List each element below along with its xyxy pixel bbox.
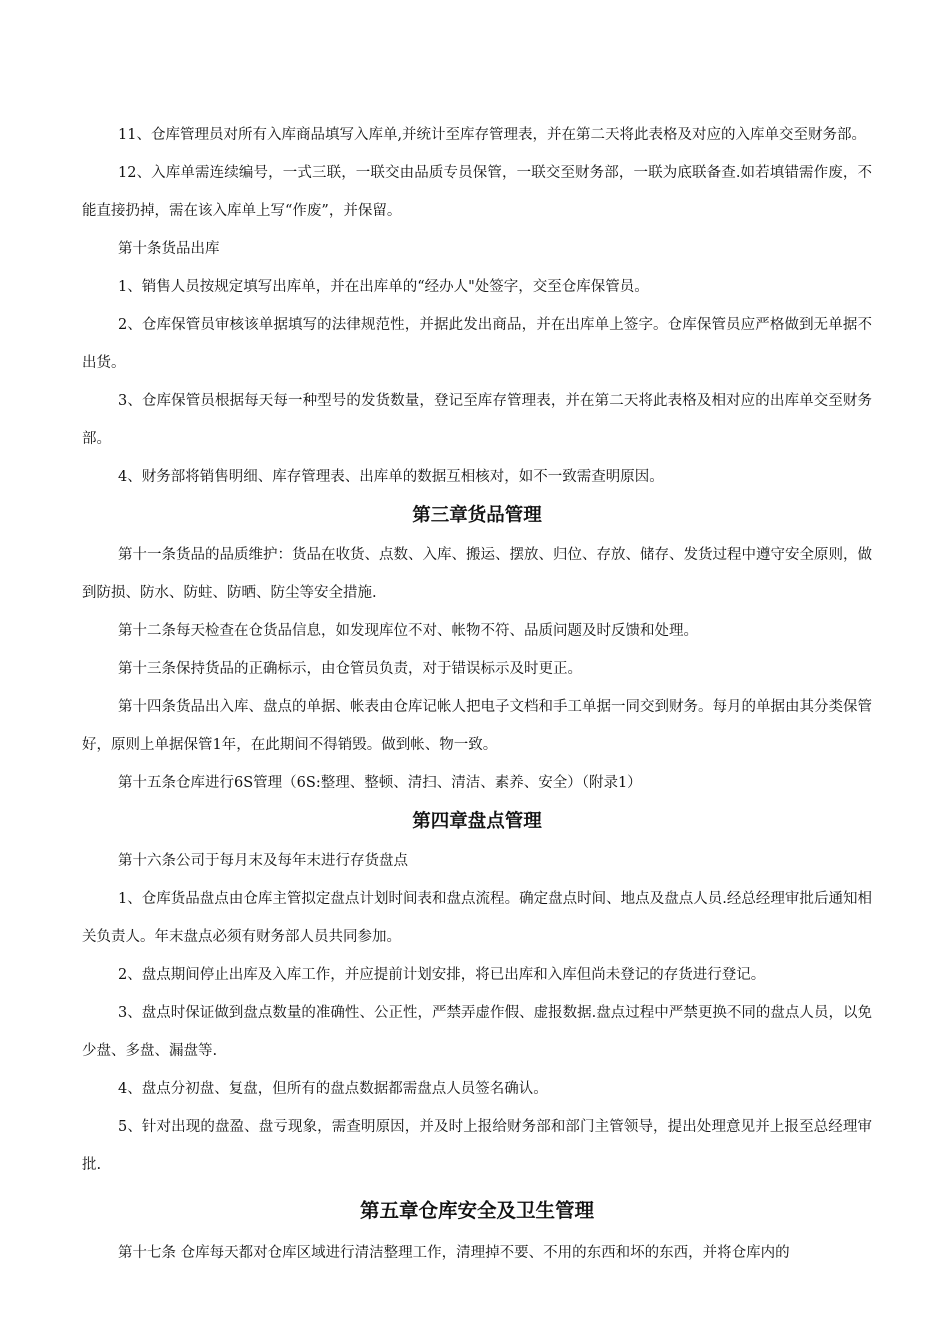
chapter-heading: 第五章仓库安全及卫生管理	[359, 1199, 594, 1222]
paragraph: 第十一条货品的品质维护：货品在收货、点数、入库、搬运、摆放、归位、存放、储存、发货过程中遵守安全原则，做到防损、防水、防蛀、防晒、防尘等安全措施.	[82, 547, 872, 601]
paragraph: 5、针对出现的盘盈、盘亏现象，需查明原因，并及时上报给财务部和部门主管领导，提出处理意见并上报至总经理审批.	[82, 1119, 872, 1173]
paragraph: 3、盘点时保证做到盘点数量的准确性、公正性，严禁弄虚作假、虚报数据.盘点过程中严禁更换不同的盘点人员，以免少盘、多盘、漏盘等.	[82, 1005, 872, 1059]
paragraph: 2、盘点期间停止出库及入库工作，并应提前计划安排，将已出库和入库但尚未登记的存货进行登记。	[118, 967, 766, 983]
paragraph: 4、财务部将销售明细、库存管理表、出库单的数据互相核对，如不一致需查明原因。	[118, 469, 664, 485]
paragraph: 11、仓库管理员对所有入库商品填写入库单,并统计至库存管理表，并在第二天将此表格及对应的入库单交至财务部。	[118, 127, 867, 143]
paragraph: 第十四条货品出入库、盘点的单据、帐表由仓库记帐人把电子文档和手工单据一同交到财务。每月的单据由其分类保管好，原则上单据保管1年，在此期间不得销毁。做到帐、物一致。	[82, 699, 872, 753]
paragraph: 第十二条每天检查在仓货品信息，如发现库位不对、帐物不符、品质问题及时反馈和处理。	[118, 623, 698, 639]
paragraph: 12、入库单需连续编号，一式三联，一联交由品质专员保管，一联交至财务部，一联为底联备查.如若填错需作废，不能直接扔掉，需在该入库单上写“作废”，并保留。	[82, 165, 872, 219]
chapter-heading: 第四章盘点管理	[412, 811, 542, 832]
document-page	[82, 116, 872, 1272]
article-title: 第十六条公司于每月末及每年末进行存货盘点	[118, 853, 408, 869]
paragraph: 3、仓库保管员根据每天每一种型号的发货数量，登记至库存管理表，并在第二天将此表格及相对应的出库单交至财务部。	[82, 393, 872, 447]
paragraph: 1、仓库货品盘点由仓库主管拟定盘点计划时间表和盘点流程。确定盘点时间、地点及盘点人员.经总经理审批后通知相关负责人。年末盘点必须有财务部人员共同参加。	[82, 891, 872, 945]
paragraph: 2、仓库保管员审核该单据填写的法律规范性，并据此发出商品，并在出库单上签字。仓库保管员应严格做到无单据不出货。	[82, 317, 872, 371]
paragraph: 1、销售人员按规定填写出库单，并在出库单的“经办人"处签字，交至仓库保管员。	[118, 279, 649, 295]
article-title: 第十条货品出库	[118, 241, 220, 257]
chapter-heading: 第三章货品管理	[412, 505, 542, 526]
paragraph: 第十七条 仓库每天都对仓库区域进行清洁整理工作，清理掉不要、不用的东西和坏的东西，并将仓库内的	[118, 1245, 790, 1261]
paragraph: 第十五条仓库进行6S管理（6S:整理、整顿、清扫、清洁、素养、安全）（附录1）	[118, 775, 642, 791]
paragraph: 4、盘点分初盘、复盘，但所有的盘点数据都需盘点人员签名确认。	[118, 1081, 548, 1097]
paragraph: 第十三条保持货品的正确标示，由仓管员负责，对于错误标示及时更正。	[118, 661, 582, 677]
